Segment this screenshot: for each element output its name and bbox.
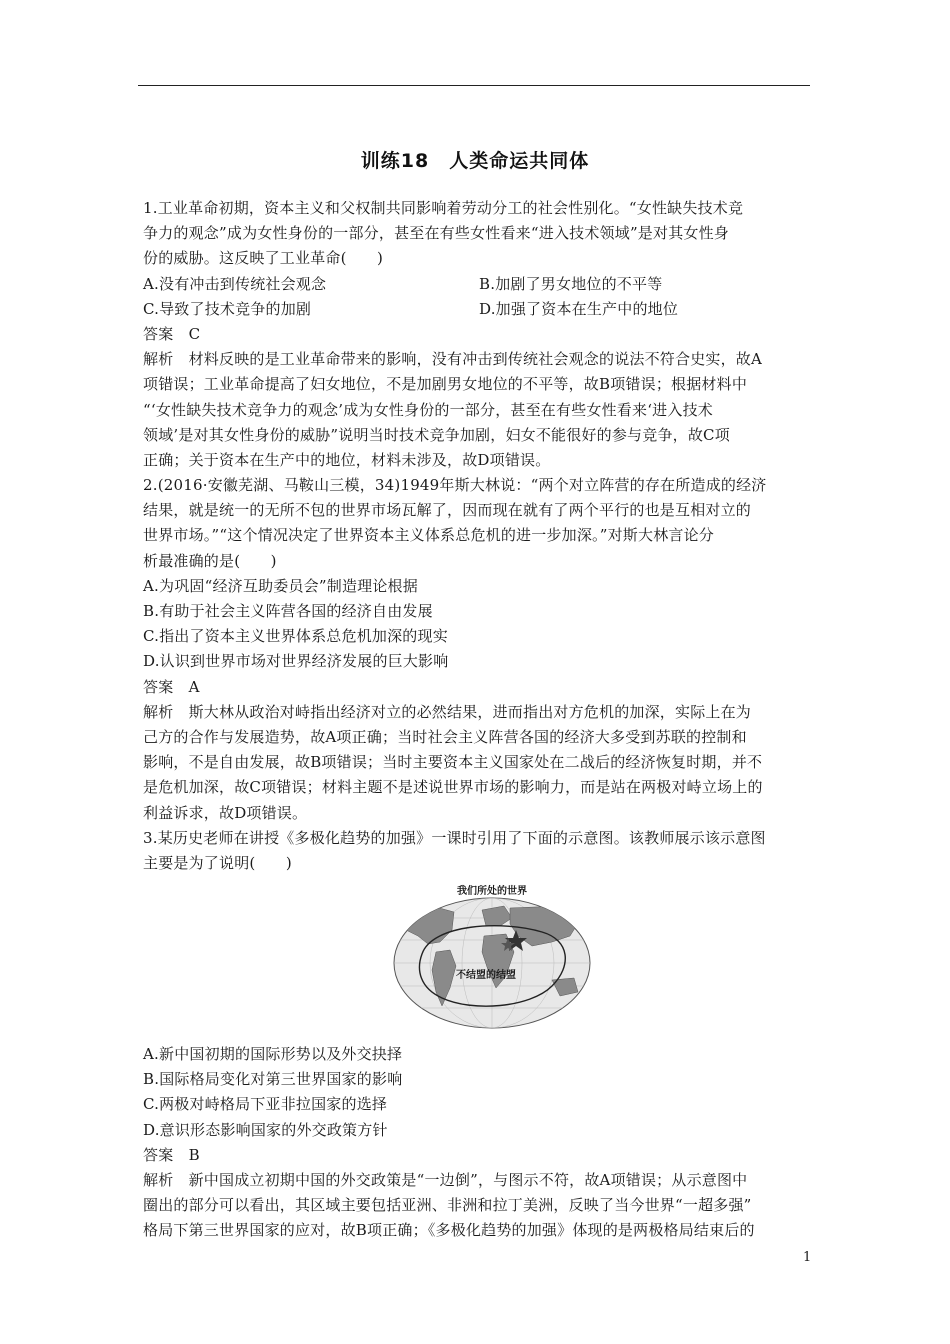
page-title: 训练18 人类命运共同体 xyxy=(360,150,590,172)
q2-answer: 答案 A xyxy=(143,677,200,696)
q1-option-c: C.导致了技术竞争的加剧 xyxy=(143,299,312,318)
q3-stem-line: 3.某历史老师在讲授《多极化趋势的加强》一课时引用了下面的示意图。该教师展示该示意图 xyxy=(143,828,766,847)
world-map-figure xyxy=(143,882,815,1036)
q2-option-a: A.为巩固“经济互助委员会”制造理论根据 xyxy=(143,576,418,595)
q2-option-c: C.指出了资本主义世界体系总危机加深的现实 xyxy=(143,627,448,646)
q3-option-b: B.国际格局变化对第三世界国家的影响 xyxy=(143,1070,403,1089)
q3-option-d: D.意识形态影响国家的外交政策方针 xyxy=(143,1120,388,1139)
q1-analysis-line: 项错误；工业革命提高了妇女地位，不是加剧男女地位的不平等，故B项错误；根据材料中 xyxy=(143,375,748,394)
q1-option-a: A.没有冲击到传统社会观念 xyxy=(143,274,327,293)
q2-analysis-line: 己方的合作与发展造势，故A项正确；当时社会主义阵营各国的经济大多受到苏联的控制和 xyxy=(143,727,747,746)
q1-analysis-line: “‘女性缺失技术竞争力的观念’成为女性身份的一部分，甚至在有些女性看来‘进入技术 xyxy=(143,400,713,419)
q1-answer: 答案 C xyxy=(143,324,201,343)
question-2 xyxy=(143,473,815,826)
map-caption: 我们所处的世界 xyxy=(457,886,527,898)
q1-analysis-line: 领域’是对其女性身份的威胁”说明当时技术竞争加剧，妇女不能很好的参与竞争，故C项 xyxy=(143,425,730,444)
q3-option-c: C.两极对峙格局下亚非拉国家的选择 xyxy=(143,1095,388,1114)
q1-options-row xyxy=(143,272,815,297)
q1-options-row xyxy=(143,297,815,322)
q2-option-d: D.认识到世界市场对世界经济发展的巨大影响 xyxy=(143,652,449,671)
q2-stem-line: 析最准确的是( ) xyxy=(143,551,277,570)
map-region-label: 不结盟的结盟 xyxy=(456,970,516,982)
q2-analysis-line: 是危机加深，故C项错误；材料主题不是述说世界市场的影响力，而是站在两极对峙立场上的 xyxy=(143,778,763,797)
document-body xyxy=(143,196,815,1244)
q3-analysis-line: 解析 新中国成立初期中国的外交政策是“一边倒”，与图示不符，故A项错误；从示意图中 xyxy=(143,1171,748,1189)
world-map-illustration xyxy=(392,896,592,1030)
q2-analysis-line: 影响，不是自由发展，故B项错误；当时主要资本主义国家处在二战后的经济恢复时期，并不 xyxy=(143,753,763,772)
q3-analysis-line: 格局下第三世界国家的应对，故B项正确；《多极化趋势的加强》体现的是两极格局结束后的 xyxy=(143,1221,755,1240)
world-map xyxy=(392,882,592,1032)
q3-analysis-line: 圈出的部分可以看出，其区域主要包括亚洲、非洲和拉丁美洲，反映了当今世界“一超多强” xyxy=(143,1196,752,1215)
q1-stem-line: 争力的观念”成为女性身份的一部分，甚至在有些女性看来“进入技术领域”是对其女性身 xyxy=(143,224,730,243)
q2-stem-line: 2.(2016·安徽芜湖、马鞍山三模，34)1949年斯大林说：“两个对立阵营的存在所造成的经济 xyxy=(143,476,767,495)
q1-stem-line: 1.工业革命初期，资本主义和父权制共同影响着劳动分工的社会性别化。“女性缺失技术竞 xyxy=(143,199,744,217)
q2-option-b: B.有助于社会主义阵营各国的经济自由发展 xyxy=(143,602,433,620)
q1-analysis-line: 解析 材料反映的是工业革命带来的影响，没有冲击到传统社会观念的说法不符合史实，故A xyxy=(143,350,763,369)
q2-stem-line: 结果，就是统一的无所不包的世界市场瓦解了，因而现在就有了两个平行的也是互相对立的 xyxy=(143,501,752,520)
q3-answer: 答案 B xyxy=(143,1145,200,1164)
q3-stem-line: 主要是为了说明( ) xyxy=(143,853,292,872)
q1-analysis-line: 正确；关于资本在生产中的地位，材料未涉及，故D项错误。 xyxy=(143,450,551,469)
question-3 xyxy=(143,826,815,1244)
q2-analysis-line: 解析 斯大林从政治对峙指出经济对立的必然结果，进而指出对方危机的加深，实际上在为 xyxy=(143,702,752,721)
q1-option-d: D.加强了资本在生产中的地位 xyxy=(479,299,679,318)
q2-stem-line: 世界市场。”“这个情况决定了世界资本主义体系总危机的进一步加深。”对斯大林言论分 xyxy=(143,526,715,545)
page-number: 1 xyxy=(803,1250,812,1265)
q2-analysis-line: 利益诉求，故D项错误。 xyxy=(143,803,308,822)
q1-stem-line: 份的威胁。这反映了工业革命( ) xyxy=(143,249,384,268)
q3-option-a: A.新中国初期的国际形势以及外交抉择 xyxy=(143,1045,403,1064)
question-1 xyxy=(143,196,815,473)
q1-option-b: B.加剧了男女地位的不平等 xyxy=(479,274,663,293)
header-rule xyxy=(138,85,810,86)
